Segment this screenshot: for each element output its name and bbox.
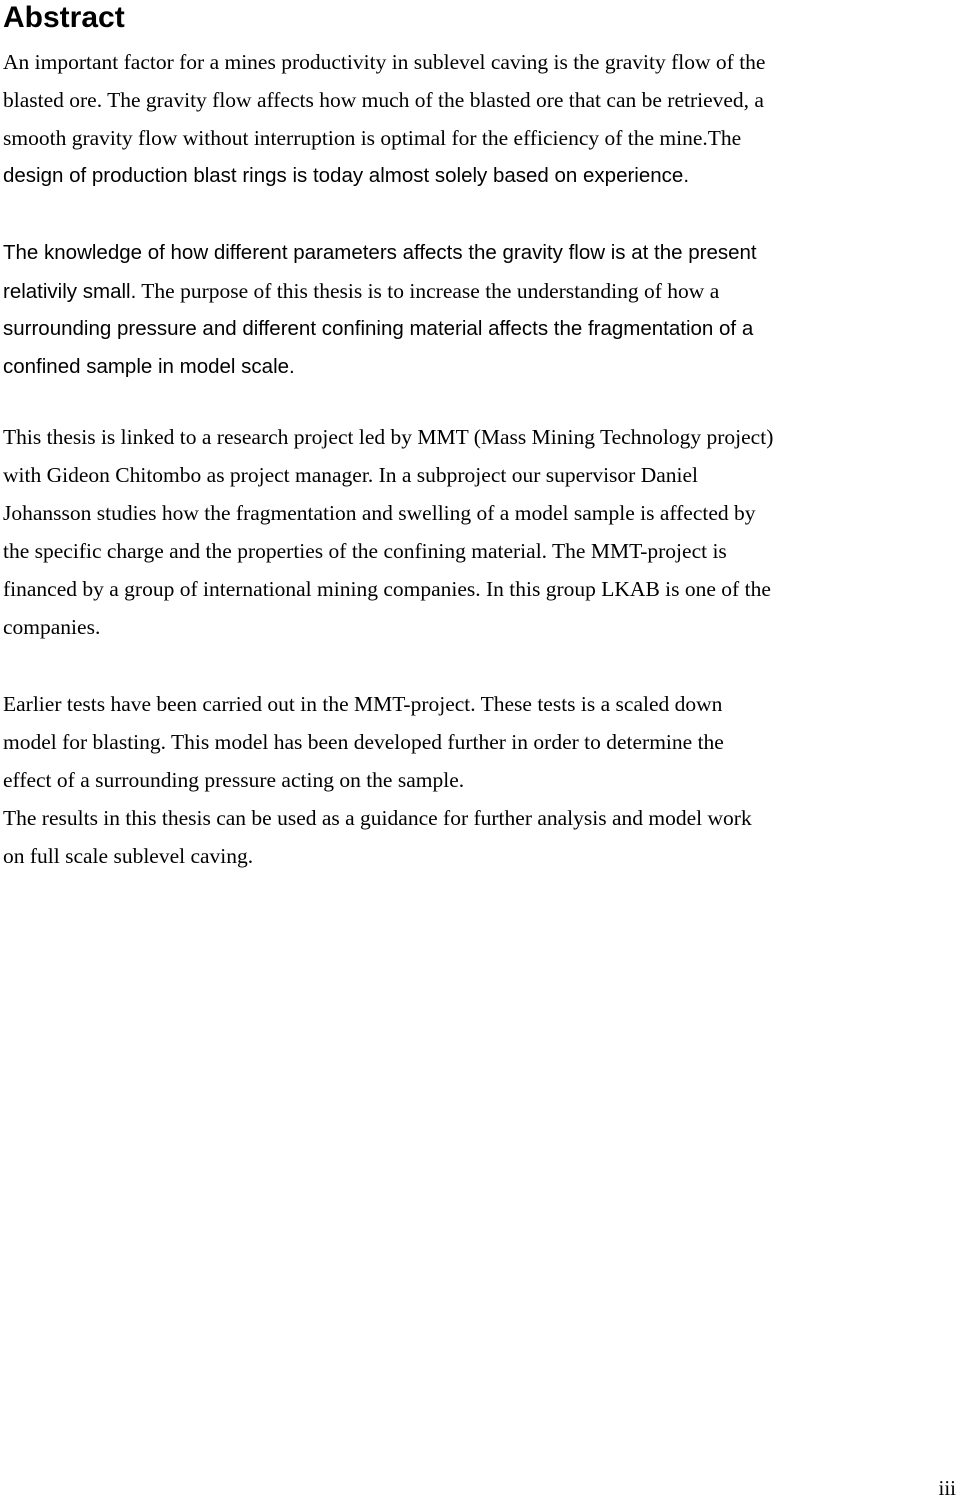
paragraph-line-part: relativily small. <box>3 280 137 303</box>
paragraph-line: financed by a group of international mining companies. In this group LKAB is one of the <box>3 577 771 601</box>
paragraph-line: smooth gravity flow without interruption is optimal for the efficiency of the mine.The <box>3 126 742 150</box>
abstract-paragraph-2 <box>3 234 757 386</box>
paragraph-line: surrounding pressure and different confining material affects the fragmentation of a <box>3 317 754 340</box>
paragraph-line: on full scale sublevel caving. <box>3 844 254 868</box>
abstract-paragraph-3 <box>3 418 773 646</box>
abstract-paragraph-1 <box>3 43 765 195</box>
page-number: iii <box>938 1476 956 1500</box>
paragraph-line: An important factor for a mines productivity in sublevel caving is the gravity flow of the <box>3 50 766 74</box>
paragraph-line: blasted ore. The gravity flow affects how much of the blasted ore that can be retrieved, a <box>3 88 764 112</box>
paragraph-line-part: The purpose of this thesis is to increase the understanding of how a <box>136 279 720 303</box>
paragraph-line: design of production blast rings is today almost solely based on experience. <box>3 164 690 187</box>
paragraph-line: effect of a surrounding pressure acting on the sample. <box>3 768 465 792</box>
paragraph-line: The results in this thesis can be used as a guidance for further analysis and model work <box>3 806 752 830</box>
paragraph-line: Earlier tests have been carried out in the MMT-project. These tests is a scaled down <box>3 692 723 716</box>
paragraph-line: companies. <box>3 615 101 639</box>
paragraph-line-mixed <box>3 272 757 310</box>
abstract-paragraph-4 <box>3 685 752 875</box>
abstract-heading: Abstract <box>3 1 125 34</box>
paragraph-line: with Gideon Chitombo as project manager. In a subproject our supervisor Daniel <box>3 463 699 487</box>
paragraph-line: The knowledge of how different parameters affects the gravity flow is at the present <box>3 241 757 264</box>
paragraph-line: confined sample in model scale. <box>3 355 295 378</box>
paragraph-line: the specific charge and the properties of the confining material. The MMT-project is <box>3 539 727 563</box>
paragraph-line: This thesis is linked to a research project led by MMT (Mass Mining Technology project) <box>3 425 774 449</box>
paragraph-line: model for blasting. This model has been developed further in order to determine the <box>3 730 724 754</box>
paragraph-line: Johansson studies how the fragmentation and swelling of a model sample is affected by <box>3 501 756 525</box>
